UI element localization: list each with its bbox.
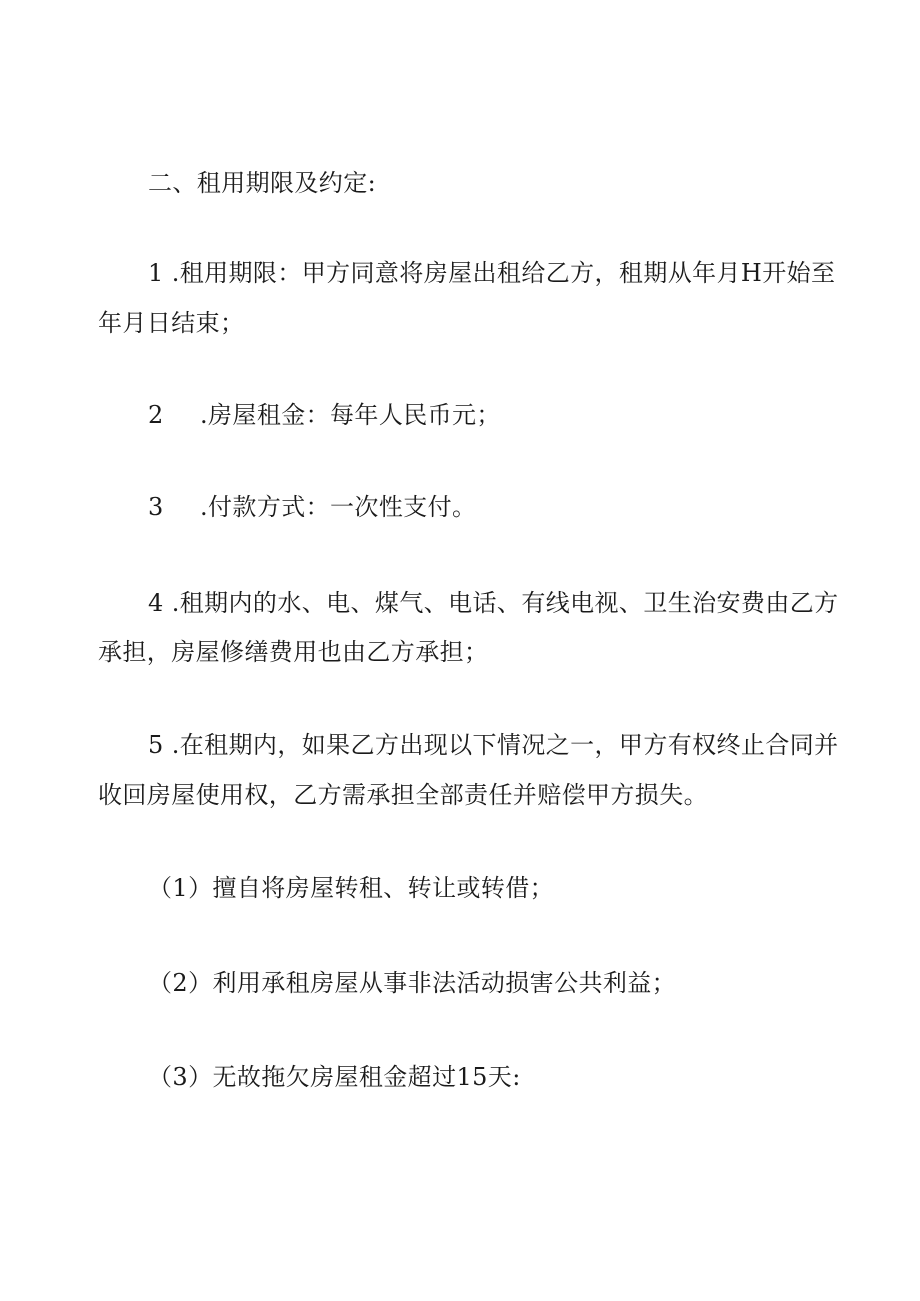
clause-1-text: .租用期限：甲方同意将房屋出租给乙方，租期从年月H开始至 bbox=[171, 259, 836, 287]
clause-2-number: 2 bbox=[148, 401, 164, 429]
clause-3 bbox=[148, 492, 476, 522]
clause-1-line-2: 年月日结束； bbox=[98, 309, 245, 337]
clause-1-number: 1 bbox=[148, 259, 164, 287]
clause-2 bbox=[148, 400, 501, 430]
sub-item-3: （3）无故拖欠房屋租金超过15天: bbox=[148, 1063, 521, 1091]
clause-4-line-1 bbox=[148, 588, 839, 618]
clause-2-text: .房屋租金：每年人民币元； bbox=[200, 401, 501, 429]
clause-5-line-1 bbox=[148, 730, 839, 760]
clause-1-line-1 bbox=[148, 258, 835, 288]
sub-item-2: （2）利用承租房屋从事非法活动损害公共利益； bbox=[148, 969, 677, 997]
clause-5-number: 5 bbox=[148, 731, 164, 759]
clause-4-line-2: 承担，房屋修缮费用也由乙方承担； bbox=[98, 638, 489, 666]
clause-4-number: 4 bbox=[148, 589, 164, 617]
section-heading: 二、租用期限及约定: bbox=[148, 169, 377, 197]
clause-4-text: .租期内的水、电、煤气、电话、有线电视、卫生治安费由乙方 bbox=[171, 589, 839, 617]
clause-5-text: .在租期内，如果乙方出现以下情况之一，甲方有权终止合同并 bbox=[171, 731, 839, 759]
clause-3-number: 3 bbox=[148, 493, 164, 521]
sub-item-1: （1）擅自将房屋转租、转让或转借； bbox=[148, 874, 555, 902]
clause-3-text: .付款方式：一次性支付。 bbox=[200, 493, 477, 521]
clause-5-line-2: 收回房屋使用权，乙方需承担全部责任并赔偿甲方损失。 bbox=[98, 781, 708, 809]
